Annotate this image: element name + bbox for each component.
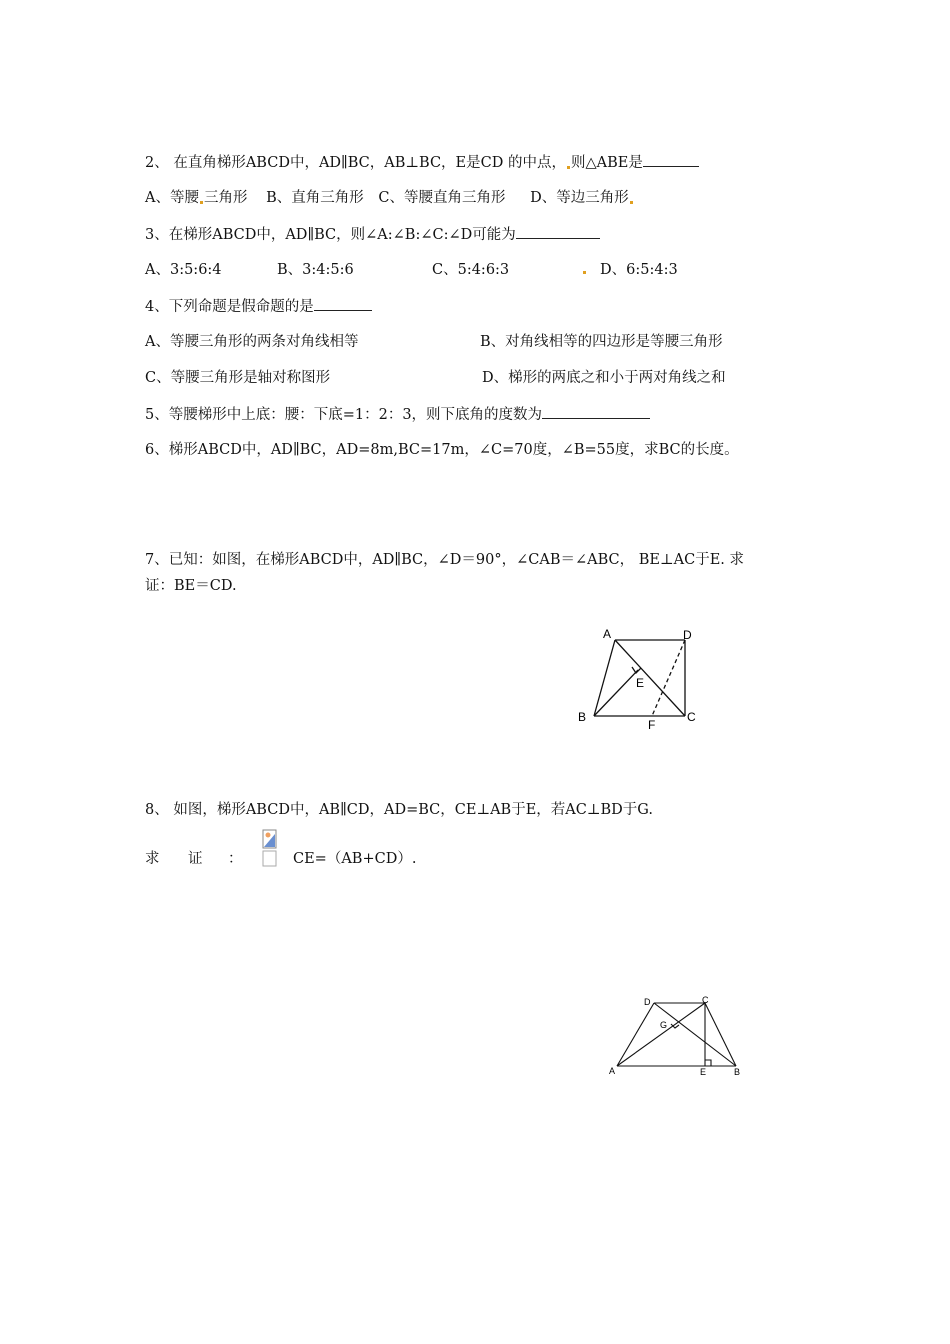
proof-claim: CE=（AB+CD）.	[293, 851, 417, 867]
vertex-c-label: C	[687, 710, 696, 724]
proof-label-colon: ：	[228, 851, 243, 867]
vertex-b-label: B	[734, 1067, 741, 1077]
answer-blank[interactable]	[542, 404, 650, 419]
question-8-figure	[600, 994, 750, 1078]
question-2-options	[145, 188, 634, 208]
question-3-text: 3、在梯形ABCD中，AD∥BC，则∠A:∠B:∠C:∠D可能为	[145, 227, 516, 243]
mark-icon	[567, 166, 570, 169]
question-4-stem	[145, 296, 372, 317]
option-a-part2: 三角形	[203, 190, 248, 206]
question-5-text: 5、等腰梯形中上底：腰：下底=1：2：3，则下底角的度数为	[145, 407, 543, 423]
proof-label-qiu: 求	[145, 851, 160, 867]
option-b: B、直角三角形	[266, 190, 364, 206]
question-8-line1: 8、 如图，梯形ABCD中，AB∥CD，AD=BC，CE⊥AB于E，若AC⊥BD于G.	[145, 802, 653, 818]
proof-label-zheng: 证	[188, 851, 203, 867]
vertex-a-label: A	[609, 1066, 616, 1076]
question-3-option-a: A、3:5:6:4	[145, 262, 222, 278]
vertex-a-label: A	[603, 627, 612, 641]
question-7-line1: 7、已知：如图，在梯形ABCD中，AD∥BC，∠D＝90°，∠CAB＝∠ABC， BE⊥AC于E. 求	[145, 552, 744, 568]
question-2-stem-part1: 2、 在直角梯形ABCD中，AD∥BC，AB⊥BC，E是CD 的中点，	[145, 155, 566, 171]
question-4-text: 4、下列命题是假命题的是	[145, 299, 314, 315]
answer-blank[interactable]	[516, 224, 600, 239]
question-3-option-d: D、6:5:4:3	[600, 262, 678, 278]
question-4-option-d: D、梯形的两底之和小于两对角线之和	[482, 370, 726, 386]
question-2-stem-part2: 则△ABE是	[570, 155, 643, 171]
question-3-stem	[145, 224, 600, 245]
option-a-part1: A、等腰	[145, 190, 199, 206]
vertex-d-label: D	[683, 628, 692, 642]
answer-blank[interactable]	[314, 296, 372, 311]
answer-blank[interactable]	[643, 152, 699, 167]
question-4-option-b: B、对角线相等的四边形是等腰三角形	[480, 334, 723, 350]
point-e-label: E	[700, 1067, 707, 1077]
point-g-label: G	[660, 1020, 668, 1030]
option-c: C、等腰直角三角形	[378, 190, 506, 206]
point-e-label: E	[636, 676, 645, 690]
option-d: D、等边三角形	[530, 190, 629, 206]
question-5-stem	[145, 404, 650, 425]
vertex-c-label: C	[702, 995, 709, 1005]
mark-icon	[630, 201, 633, 204]
question-7-line2: 证：BE＝CD.	[145, 578, 237, 594]
question-7-figure	[570, 624, 710, 736]
question-2-stem	[145, 152, 699, 173]
question-4-option-c: C、等腰三角形是轴对称图形	[145, 370, 331, 386]
question-6-stem: 6、梯形ABCD中，AD∥BC，AD=8m,BC=17m，∠C=70度，∠B=55度，求BC的长度。	[145, 442, 739, 458]
question-3-option-c: C、5:4:6:3	[432, 262, 510, 278]
vertex-d-label: D	[644, 997, 651, 1007]
mark-icon	[583, 271, 586, 274]
question-3-option-b: B、3:4:5:6	[277, 262, 354, 278]
point-f-label: F	[648, 718, 656, 732]
broken-image-icon	[262, 828, 278, 868]
question-4-option-a: A、等腰三角形的两条对角线相等	[145, 334, 359, 350]
mark-icon	[200, 201, 203, 204]
vertex-b-label: B	[578, 710, 587, 724]
